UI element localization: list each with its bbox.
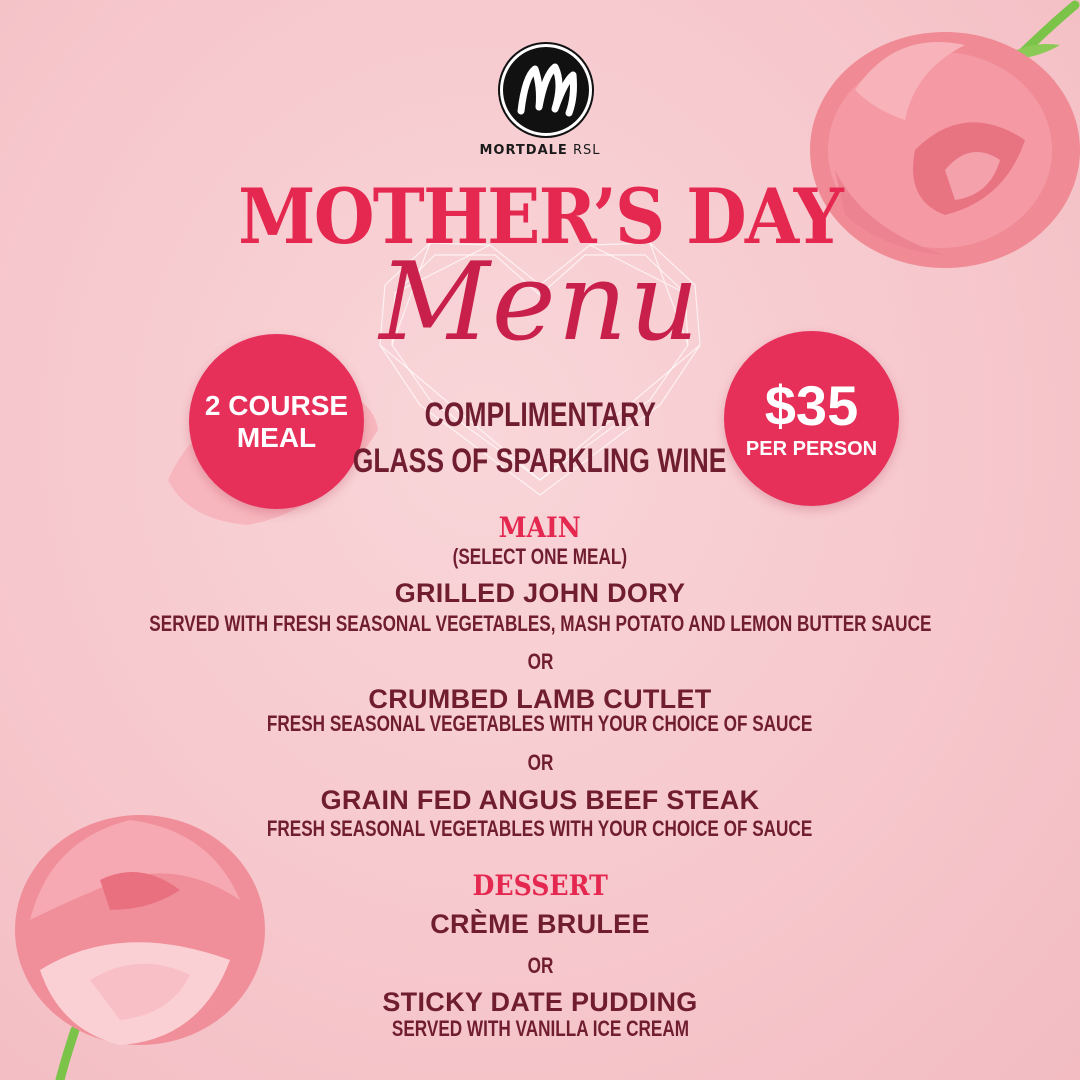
menu-script-title: Menu	[379, 240, 701, 365]
menu-item-name-row	[0, 577, 1080, 609]
page-title: MOTHER’S DAY	[238, 172, 842, 261]
complimentary-line1-row	[0, 395, 1080, 435]
price-amount: $35	[764, 373, 859, 437]
or-separator-row	[0, 750, 1080, 776]
menu-item-name-row	[0, 908, 1080, 940]
dessert-heading: DESSERT	[472, 869, 608, 902]
main-subheading: (SELECT ONE MEAL)	[452, 544, 628, 569]
dessert-heading-row	[0, 869, 1080, 903]
brand-name-bold: MORTDALE	[479, 143, 568, 158]
or-separator-row	[0, 953, 1080, 979]
mortdale-rsl-logo	[500, 44, 592, 136]
menu-item-desc-row	[0, 1016, 1080, 1042]
main-heading: MAIN	[498, 511, 582, 544]
menu-item-name: GRILLED JOHN DORY	[394, 578, 686, 608]
menu-item-name-row	[0, 986, 1080, 1018]
or-separator: OR	[527, 953, 553, 978]
main-subheading-row	[0, 544, 1080, 570]
menu-item-desc-row	[0, 816, 1080, 842]
or-separator-row	[0, 649, 1080, 675]
or-separator: OR	[527, 750, 553, 775]
price-label: PER PERSON	[745, 437, 878, 460]
menu-item-name: STICKY DATE PUDDING	[382, 987, 698, 1017]
menu-item-desc: FRESH SEASONAL VEGETABLES WITH YOUR CHOICE OF SAUCE	[267, 816, 813, 841]
or-separator: OR	[527, 649, 553, 674]
menu-item-desc-row	[0, 611, 1080, 637]
brand-name-light: RSL	[572, 143, 601, 158]
course-badge-line1: 2 COURSE	[204, 389, 349, 421]
course-badge-line2: MEAL	[236, 421, 317, 453]
brand-name	[0, 143, 1080, 158]
complimentary-line1: COMPLIMENTARY	[424, 396, 656, 434]
complimentary-line2: GLASS OF SPARKLING WINE	[353, 442, 727, 480]
menu-item-desc: SERVED WITH FRESH SEASONAL VEGETABLES, MASH POTATO AND LEMON BUTTER SAUCE	[148, 611, 932, 636]
menu-item-desc-row	[0, 711, 1080, 737]
menu-item-name: GRAIN FED ANGUS BEEF STEAK	[320, 785, 760, 815]
menu-item-name: CRUMBED LAMB CUTLET	[368, 684, 712, 714]
main-heading-row	[0, 511, 1080, 545]
menu-item-desc: SERVED WITH VANILLA ICE CREAM	[391, 1016, 689, 1041]
menu-item-name-row	[0, 784, 1080, 816]
menu-item-name: CRÈME BRULEE	[430, 909, 650, 939]
menu-item-desc: FRESH SEASONAL VEGETABLES WITH YOUR CHOICE OF SAUCE	[267, 711, 813, 736]
complimentary-line2-row	[0, 441, 1080, 481]
